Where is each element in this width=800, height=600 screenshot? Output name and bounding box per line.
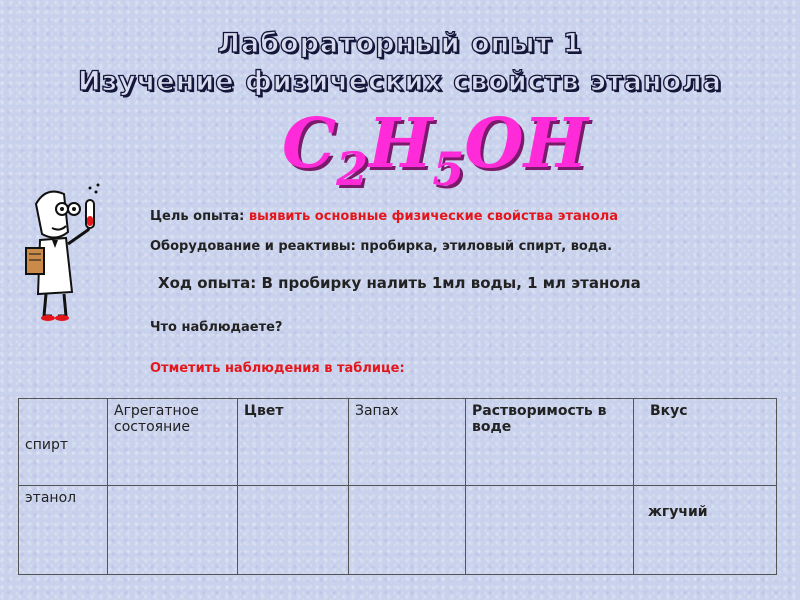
formula-hydroxyl: OH [464,104,588,184]
table-row [19,486,777,575]
ethanol-formula [282,104,588,196]
formula-hydrogen-subscript: 5 [432,142,465,196]
header-cell-smell: Запах [349,399,466,486]
slide-title-line1: Лабораторный опыт 1 [217,28,583,59]
header-cell-state: Агрегатное состояние [108,399,238,486]
goal-text: выявить основные физические свойства этанола [248,209,619,224]
observation-table [18,398,777,575]
procedure-line: Ход опыта: В пробирку налить 1мл воды, 1 мл этанола [158,274,641,292]
table-note: Отметить наблюдения в таблице: [150,361,405,376]
row-cell-taste[interactable]: жгучий [634,486,777,575]
scientist-illustration [22,182,117,322]
header-cell-color: Цвет [238,399,349,486]
header-cell-solubility: Растворимость в воде [466,399,634,486]
header-cell-alcohol: спирт [19,399,108,486]
row-cell-solubility[interactable] [466,486,634,575]
slide-title-line2: Изучение физических свойств этанола [77,66,723,97]
row-cell-color[interactable] [238,486,349,575]
table-header-row [19,399,777,486]
row-cell-smell[interactable] [349,486,466,575]
row-cell-state[interactable] [108,486,238,575]
goal-label: Цель опыта: [150,209,245,224]
goal-line [150,209,618,224]
row-cell-alcohol: этанол [19,486,108,575]
formula-carbon-subscript: 2 [336,142,369,196]
question-line: Что наблюдаете? [150,320,283,335]
header-cell-taste: Вкус [634,399,777,486]
equipment-line: Оборудование и реактивы: пробирка, этиловый спирт, вода. [150,239,613,254]
formula-hydrogen: H [368,104,433,184]
formula-carbon: C [282,104,337,184]
